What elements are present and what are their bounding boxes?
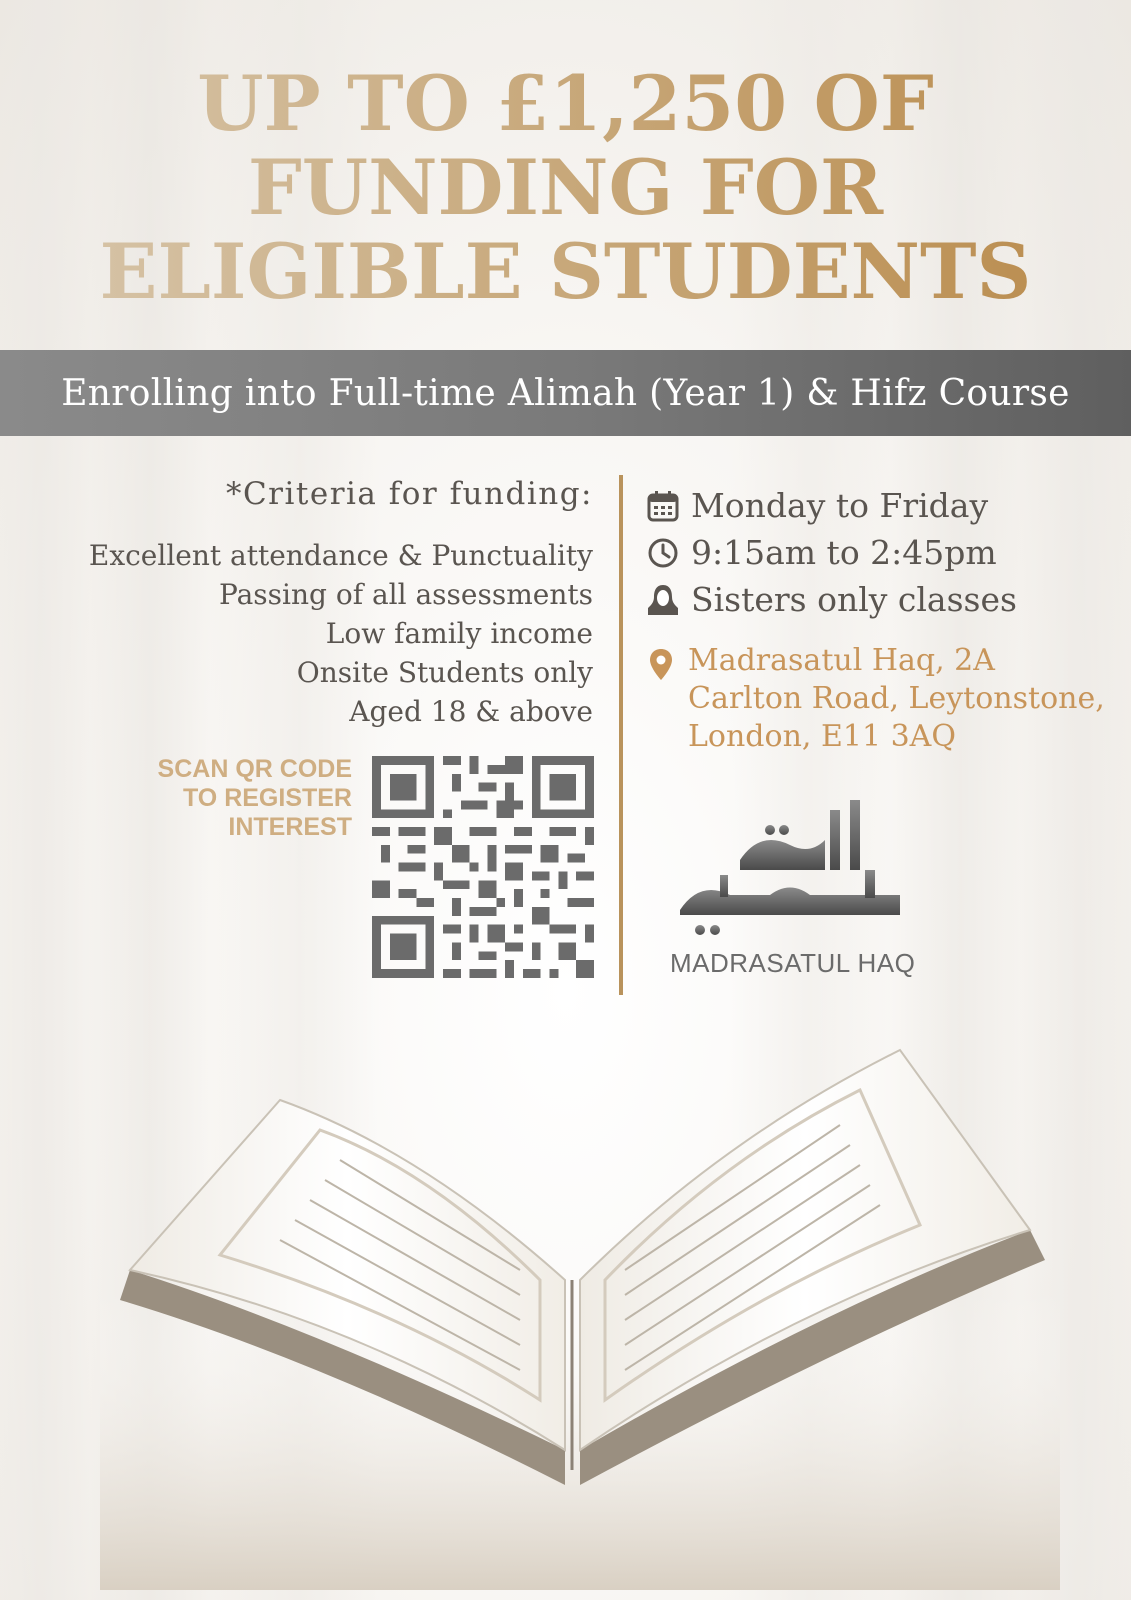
headline-line-3: ELIGIBLE STUDENTS	[99, 227, 1032, 316]
schedule-days-text: Monday to Friday	[691, 486, 989, 525]
address-line-3: London, E11 3AQ	[688, 719, 956, 754]
address-line-2: Carlton Road, Leytonstone,	[688, 681, 1105, 716]
location-pin-icon	[648, 648, 674, 682]
qr-call-to-action	[100, 755, 352, 842]
qr-code[interactable]	[372, 756, 594, 978]
school-address	[648, 642, 1105, 756]
criteria-item: Excellent attendance & Punctuality	[88, 539, 593, 572]
address-line-1: Madrasatul Haq, 2A	[688, 643, 995, 678]
logo-wordmark: MADRASATUL HAQ	[670, 948, 916, 978]
calendar-icon	[645, 488, 681, 524]
qr-text-line-3: INTEREST	[228, 813, 352, 841]
schedule-time-text: 9:15am to 2:45pm	[691, 533, 997, 572]
criteria-item: Onsite Students only	[296, 656, 593, 689]
schedule-audience-text: Sisters only classes	[691, 580, 1017, 619]
criteria-title: *Criteria for funding:	[225, 476, 593, 512]
column-divider	[619, 475, 623, 995]
schedule-time	[645, 529, 1017, 576]
qr-text-line-1: SCAN QR CODE	[157, 755, 352, 783]
headline-line-1: UP TO £1,250 OF	[197, 59, 934, 148]
madrasatul-haq-logo	[660, 800, 945, 990]
open-quran-image	[100, 1030, 1060, 1590]
schedule-audience	[645, 576, 1017, 623]
class-schedule	[645, 482, 1017, 623]
course-banner-text: Enrolling into Full-time Alimah (Year 1) & Hifz Course	[61, 372, 1070, 414]
arabic-logo-mark	[660, 800, 920, 945]
criteria-item: Passing of all assessments	[219, 578, 593, 611]
headline-line-2: FUNDING FOR	[247, 143, 884, 232]
clock-icon	[645, 535, 681, 571]
funding-headline	[0, 59, 1131, 316]
criteria-item: Aged 18 & above	[349, 695, 593, 728]
funding-criteria	[53, 474, 593, 731]
hijab-person-icon	[645, 582, 681, 618]
qr-text-line-2: TO REGISTER	[182, 784, 352, 812]
schedule-days	[645, 482, 1017, 529]
course-banner	[0, 350, 1131, 436]
criteria-item: Low family income	[325, 617, 593, 650]
